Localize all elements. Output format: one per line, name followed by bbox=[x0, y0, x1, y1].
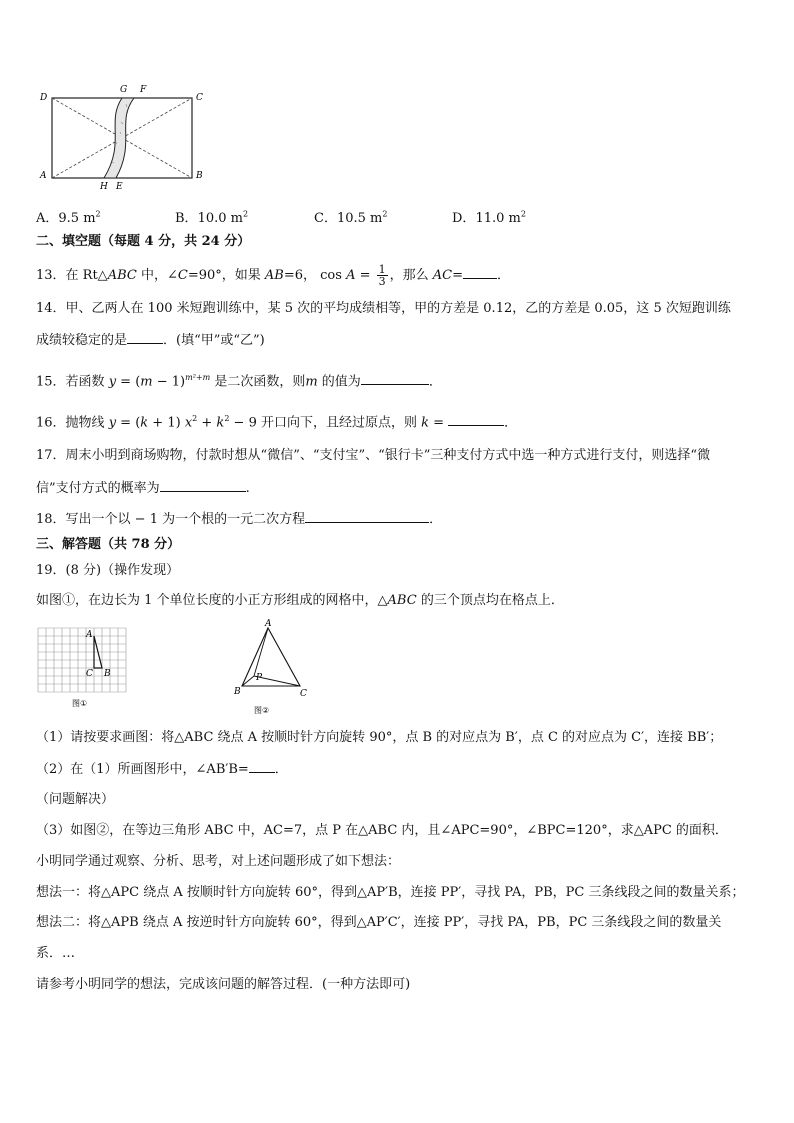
question-14-line2: 成绩较稳定的是 ．(填“甲”或“乙”) bbox=[36, 330, 265, 351]
fig2-caption: 图② bbox=[254, 706, 270, 715]
grid-label-C: C bbox=[86, 669, 93, 679]
tri-label-A: A bbox=[265, 619, 272, 629]
tri-label-C: C bbox=[300, 689, 307, 699]
question-19-idea1: 想法一：将△APC 绕点 A 按顺时针方向旋转 60°，得到△AP′B，连接 PP′，寻找 PA，PB，PC 三条线段之间的数量关系； bbox=[36, 885, 745, 900]
question-19-problem-solving: （问题解决） bbox=[36, 792, 115, 807]
question-19-part3: （3）如图②，在等边三角形 ABC 中，AC=7，点 P 在△ABC 内，且∠APC=90°，∠BPC=120°，求△APC 的面积． bbox=[36, 823, 728, 838]
figure-rectangle-path bbox=[36, 82, 216, 192]
question-17-line1: 17．周末小明到商场购物，付款时想从“微信”、“支付宝”、“银行卡”三种支付方式中选一种方式进行支付，则选择“微 bbox=[36, 448, 711, 463]
label-A: A bbox=[40, 171, 47, 181]
question-19-idea2: 想法二：将△APB 绕点 A 按逆时针方向旋转 60°，得到△AP′C′，连接 PP′，寻找 PA，PB，PC 三条线段之间的数量关 bbox=[36, 915, 722, 930]
fig1-caption: 图① bbox=[72, 699, 88, 708]
question-19-heading: 19．(8 分)（操作发现） bbox=[36, 563, 180, 578]
label-F: F bbox=[140, 85, 147, 95]
grid-label-A: A bbox=[86, 630, 93, 640]
label-C: C bbox=[196, 93, 203, 103]
question-19-idea2-cont: 系．… bbox=[36, 946, 76, 961]
question-14-line1: 14．甲、乙两人在 100 米短跑训练中，某 5 次的平均成绩相等，甲的方差是 0.12，乙的方差是 0.05，这 5 次短跑训练 bbox=[36, 301, 731, 316]
label-B: B bbox=[196, 171, 203, 181]
option-c: C．10.5 $m^2$ bbox=[314, 209, 388, 226]
option-b: B．10.0 $m^2$ bbox=[175, 209, 249, 226]
question-16: 16．抛物线 y = (k + 1) $x^2 + k^2 - 9$ 开口向下，且经过原点，则 k = ． bbox=[36, 414, 518, 431]
tri-label-B: B bbox=[234, 687, 241, 697]
question-19-part2: （2）在（1）所画图形中，∠AB′B= ． bbox=[36, 759, 288, 780]
answer-blank-17[interactable] bbox=[160, 478, 246, 492]
label-E: E bbox=[116, 182, 123, 192]
question-19-ideas-intro: 小明同学通过观察、分析、思考，对上述问题形成了如下想法： bbox=[36, 854, 401, 869]
question-19-intro: 如图①，在边长为 1 个单位长度的小正方形组成的网格中，△ABC 的三个顶点均在格点上． bbox=[36, 593, 564, 608]
section-title-fill-in: 二、填空题（每题 4 分，共 24 分） bbox=[36, 234, 251, 249]
answer-blank-19-2[interactable] bbox=[249, 759, 275, 773]
question-13: 13．在 Rt△ABC 中，∠C=90°，如果 AB=6， cos A = $\frac{1}{3}$ ，那么 AC= ． bbox=[36, 263, 511, 288]
question-15: 15．若函数 $y = (m - 1)^{m^2+m}$ 是二次函数，则m 的值为 ． bbox=[36, 373, 442, 390]
question-18: 18．写出一个以 − 1 为一个根的一元二次方程 ． bbox=[36, 509, 442, 530]
question-17-line2: 信”支付方式的概率为 . bbox=[36, 478, 250, 499]
answer-blank-15[interactable] bbox=[361, 371, 429, 385]
label-H: H bbox=[100, 182, 108, 192]
figure-triangle bbox=[228, 618, 314, 718]
fraction-one-third: $\frac{1}{3}$ bbox=[378, 263, 386, 288]
grid-label-B: B bbox=[104, 669, 111, 679]
label-D: D bbox=[40, 93, 48, 103]
option-d: D．11.0 $m^2$ bbox=[452, 209, 526, 226]
answer-blank-18[interactable] bbox=[305, 509, 429, 523]
tri-label-P: P bbox=[256, 673, 263, 683]
question-19-instruction: 请参考小明同学的想法，完成该问题的解答过程．(一种方法即可) bbox=[36, 977, 411, 992]
figure-grid bbox=[36, 626, 130, 710]
answer-blank-16[interactable] bbox=[448, 412, 504, 426]
answer-blank-13[interactable] bbox=[463, 265, 497, 279]
option-a: A．9.5 $m^2$ bbox=[36, 209, 101, 226]
section-title-solve: 三、解答题（共 78 分） bbox=[36, 537, 181, 552]
label-G: G bbox=[120, 85, 128, 95]
answer-blank-14[interactable] bbox=[127, 330, 163, 344]
question-19-part1: （1）请按要求画图：将△ABC 绕点 A 按顺时针方向旋转 90°，点 B 的对应点为 B′，点 C 的对应点为 C′，连接 BB′； bbox=[36, 730, 723, 745]
